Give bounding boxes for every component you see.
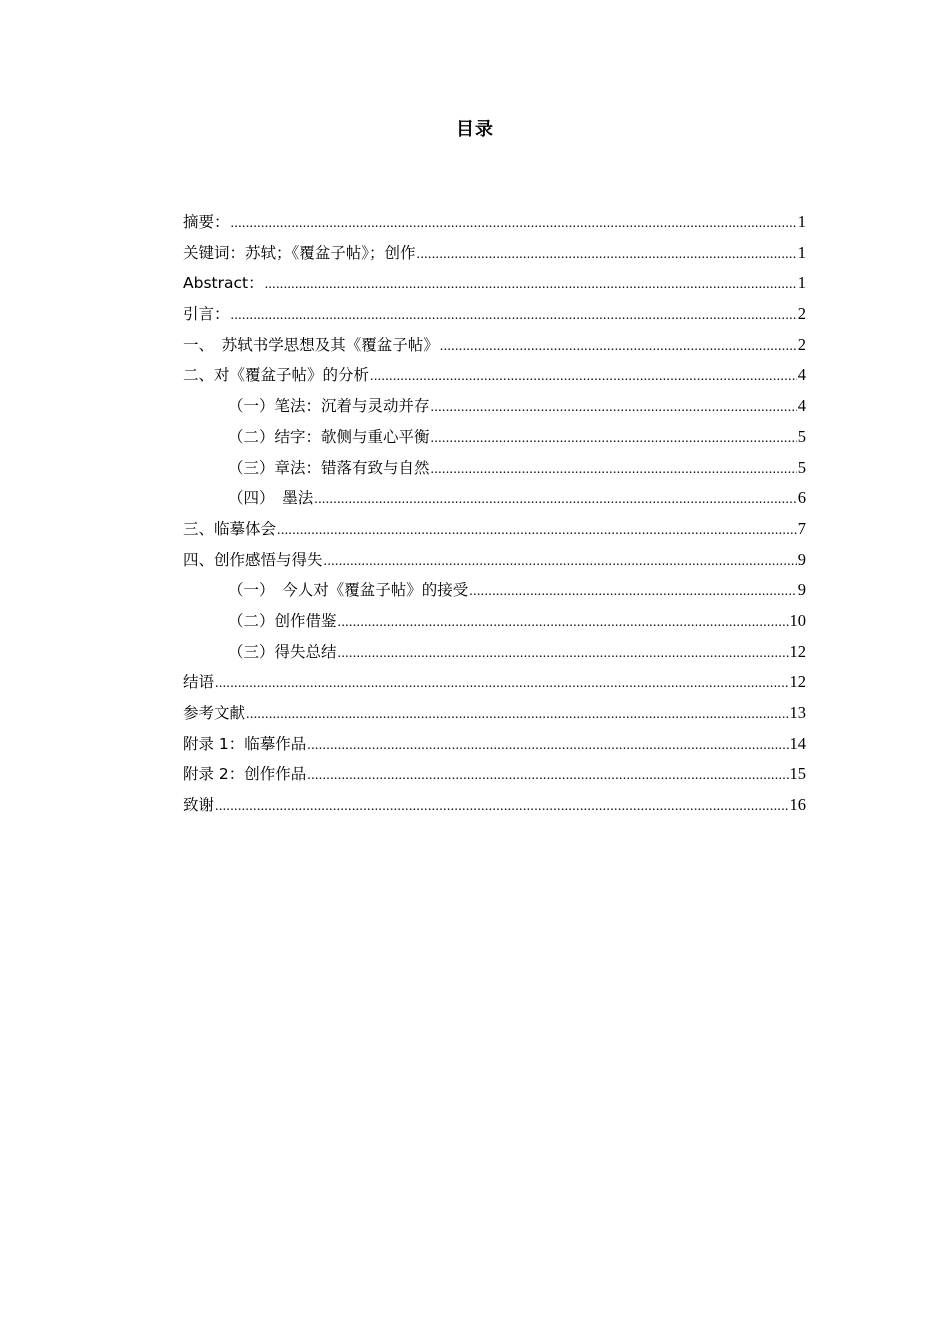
toc-entry-page: 7 xyxy=(797,518,806,538)
toc-entry-page: 1 xyxy=(797,212,806,231)
toc-entry[interactable] xyxy=(183,729,806,760)
toc-title: 目录 xyxy=(456,119,494,140)
toc-entry[interactable] xyxy=(183,268,806,299)
toc-entry-text: 参考文献 xyxy=(183,704,246,722)
toc-entry-text: 摘要： xyxy=(183,213,230,231)
toc-entry[interactable] xyxy=(183,575,806,606)
toc-entry-text: 四、创作感悟与得失 xyxy=(183,550,323,569)
toc-entry-text: （三）章法：错落有致与自然 xyxy=(228,458,430,477)
toc-entry-page: 12 xyxy=(789,672,806,692)
toc-entry[interactable] xyxy=(183,483,806,514)
toc-entry-page: 13 xyxy=(789,703,806,722)
toc-entry-text: 二、对《覆盆子帖》的分析 xyxy=(183,366,370,385)
toc-entry-text: （一） 今人对《覆盆子帖》的接受 xyxy=(228,581,469,600)
toc-entry[interactable] xyxy=(183,637,806,668)
toc-entry-text: （一）笔法：沉着与灵动并存 xyxy=(228,397,430,416)
toc-entry-text: 结语 xyxy=(183,673,215,692)
toc-entry-page: 9 xyxy=(797,549,806,569)
toc-leader-dots xyxy=(431,455,797,486)
toc-entry-text: 三、临摹体会 xyxy=(183,519,277,538)
toc-entry[interactable] xyxy=(183,453,806,484)
toc-entry-text: （二）创作借鉴 xyxy=(228,611,337,630)
toc-leader-dots xyxy=(324,547,797,578)
toc-entry-text: 一、 苏轼书学思想及其《覆盆子帖》 xyxy=(183,335,439,354)
toc-entry[interactable] xyxy=(183,698,806,729)
toc-leader-dots xyxy=(265,270,797,301)
toc-entry-page: 6 xyxy=(797,488,806,508)
toc-entry-text: （二）结字：欹侧与重心平衡 xyxy=(228,427,430,446)
toc-entry-page: 15 xyxy=(789,764,806,784)
toc-entry-page: 5 xyxy=(797,426,806,446)
toc-leader-dots xyxy=(338,608,789,639)
toc-entry-text: Abstract： xyxy=(183,274,264,293)
toc-entry-page: 16 xyxy=(789,795,806,815)
toc-entry-text: 附录 2：创作作品 xyxy=(183,765,307,784)
toc-leader-dots xyxy=(231,301,797,332)
toc-leader-dots xyxy=(314,485,796,516)
toc-entry-text: 致谢 xyxy=(183,796,215,815)
toc-leader-dots xyxy=(277,516,797,547)
toc-entry[interactable] xyxy=(183,238,806,269)
toc-leader-dots xyxy=(440,332,797,363)
toc-entry[interactable] xyxy=(183,790,806,821)
toc-entry[interactable] xyxy=(183,667,806,698)
toc-entry-page: 14 xyxy=(789,733,806,753)
toc-entry-page: 9 xyxy=(797,580,806,600)
toc-entry-text: 关键词：苏轼；《覆盆子帖》；创作 xyxy=(183,243,416,262)
toc-leader-dots xyxy=(338,639,789,670)
toc-leader-dots xyxy=(246,700,788,731)
toc-entry[interactable] xyxy=(183,759,806,790)
toc-entry-page: 10 xyxy=(789,610,806,630)
toc-leader-dots xyxy=(307,761,788,792)
toc-entry-text: （三）得失总结 xyxy=(228,642,337,661)
toc-entry[interactable] xyxy=(183,360,806,391)
toc-leader-dots xyxy=(231,209,797,240)
toc-leader-dots xyxy=(215,792,788,823)
toc-entry-page: 1 xyxy=(797,273,806,293)
toc-entry-page: 2 xyxy=(797,334,806,354)
toc-entry-page: 12 xyxy=(789,641,806,661)
toc-entry[interactable] xyxy=(183,207,806,238)
toc-leader-dots xyxy=(431,424,797,455)
toc-entry[interactable] xyxy=(183,545,806,576)
toc-entry[interactable] xyxy=(183,391,806,422)
toc-entry-text: （四） 墨法 xyxy=(228,489,314,508)
toc-leader-dots xyxy=(469,577,796,608)
toc-entry-text: 引言： xyxy=(183,305,230,324)
toc-entry-page: 5 xyxy=(797,457,806,477)
toc-entry-page: 4 xyxy=(797,396,806,416)
toc-entry[interactable] xyxy=(183,606,806,637)
toc-entry-page: 1 xyxy=(797,242,806,262)
toc-leader-dots xyxy=(370,362,797,393)
toc-entry-text: 附录 1：临摹作品 xyxy=(183,734,307,753)
toc-entry-page: 2 xyxy=(797,304,806,324)
toc-entry-page: 4 xyxy=(797,365,806,385)
toc-entry[interactable] xyxy=(183,299,806,330)
toc-leader-dots xyxy=(431,393,797,424)
toc-list xyxy=(183,207,806,821)
toc-entry[interactable] xyxy=(183,422,806,453)
toc-leader-dots xyxy=(307,731,788,762)
toc-entry[interactable] xyxy=(183,330,806,361)
toc-leader-dots xyxy=(417,240,797,271)
toc-leader-dots xyxy=(215,669,788,700)
toc-entry[interactable] xyxy=(183,514,806,545)
